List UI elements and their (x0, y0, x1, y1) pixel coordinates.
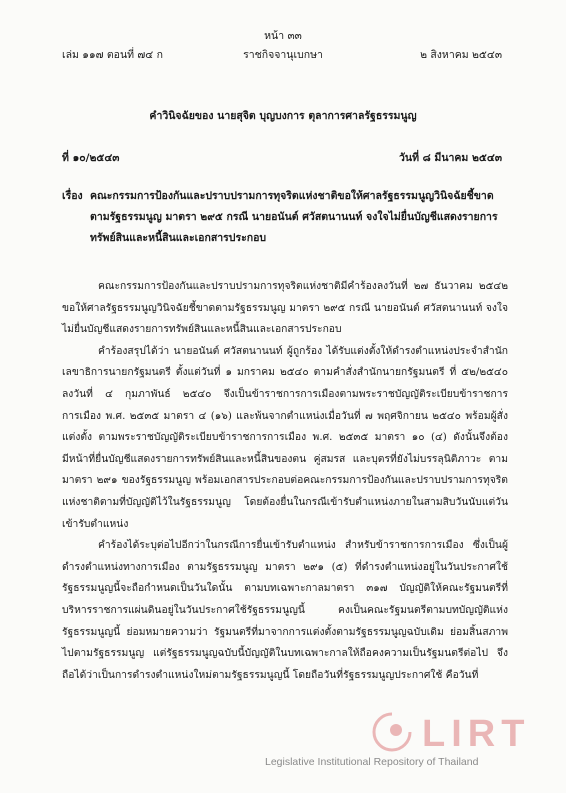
body-text (62, 276, 508, 686)
paragraph-1: คณะกรรมการป้องกันและปราบปรามการทุจริตแห่งชาติมีคำร้องลงวันที่ ๒๗ ธันวาคม ๒๕๔๒ ขอให้ศาลรัฐธรรมนูญวินิจฉัยชี้ขาดตามรัฐธรรมนูญ มาตรา ๒๙๕ กรณี นายอนันต์ ศวัสตนานนท์ จงใจไม่ยื่นบัญชีแสดงรายการทรัพย์สินและหนี้สินและเอกสารประกอบ (62, 280, 508, 336)
gazette-volume: เล่ม ๑๑๗ ตอนที่ ๗๔ ก (62, 49, 163, 61)
subject-text: คณะกรรมการป้องกันและปราบปรามการทุจริตแห่งชาติขอให้ศาลรัฐธรรมนูญวินิจฉัยชี้ขาด ตามรัฐธรรมนูญ มาตรา ๒๙๕ กรณี นายอนันต์ ศวัสตนานนท์ จงใจไม่ยื่นบัญชีแสดงรายการทรัพย์สินและหนี้สินและเอกสารประกอบ (90, 190, 498, 244)
page-number: หน้า ๓๓ (264, 30, 302, 42)
ruling-number: ที่ ๑๐/๒๕๔๓ (62, 152, 120, 164)
repository-caption: Legislative Institutional Repository of Thailand (265, 756, 479, 768)
paragraph-2: คำร้องสรุปได้ว่า นายอนันต์ ศวัสตนานนท์ ผู้ถูกร้อง ได้รับแต่งตั้งให้ดำรงตำแหน่งประจำสำนักเลขาธิการนายกรัฐมนตรี ตั้งแต่วันที่ ๑ มกราคม ๒๕๔๐ ตามคำสั่งสำนักนายกรัฐมนตรี ที่ ๕๒/๒๕๔๐ ลงวันที่ ๔ กุมภาพันธ์ ๒๕๔๐ จึงเป็นข้าราชการการเมืองตามพระราชบัญญัติระเบียบข้าราชการการเมือง พ.ศ. ๒๕๓๕ มาตรา ๔ (๑๖) และพ้นจากตำแหน่งเมื่อวันที่ ๗ พฤศจิกายน ๒๕๔๐ พร้อมผู้สั่งแต่งตั้ง ตามพระราชบัญญัติระเบียบข้าราชการการเมือง พ.ศ. ๒๕๓๕ มาตรา ๑๐ (๔) ดังนั้นจึงต้องมีหน้าที่ยื่นบัญชีแสดงรายการทรัพย์สินและหนี้สินของตน คู่สมรส และบุตรที่ยังไม่บรรลุนิติภาวะ ตามมาตรา ๒๙๑ ของรัฐธรรมนูญ พร้อมเอกสารประกอบต่อคณะกรรมการป้องกันและปราบปรามการทุจริตแห่งชาติตามที่บัญญัติไว้ในรัฐธรรมนูญ โดยต้องยื่นในกรณีเข้ารับตำแหน่งภายในสามสิบวันนับแต่วันเข้ารับตำแหน่ง (62, 344, 508, 530)
logo-wordmark: LIRT (422, 713, 531, 753)
lirt-logo-watermark (372, 708, 547, 753)
document-title: คำวินิจฉัยของ นายสุจิต บุญบงการ ตุลาการศาลรัฐธรรมนูญ (149, 110, 417, 122)
subject-block (62, 186, 512, 249)
subject-label: เรื่อง (62, 190, 83, 202)
paragraph-3: คำร้องได้ระบุต่อไปอีกว่าในกรณีการยื่นเข้ารับตำแหน่ง สำหรับข้าราชการการเมือง ซึ่งเป็นผู้ดำรงตำแหน่งทางการเมือง ตามรัฐธรรมนูญ มาตรา ๒๙๑ (๕) ที่ดำรงตำแหน่งอยู่ในวันประกาศใช้รัฐธรรมนูญนี้จะถือกำหนดเป็นวันใดนั้น ตามบทเฉพาะกาลมาตรา ๓๑๗ บัญญัติให้คณะรัฐมนตรีที่บริหารราชการแผ่นดินอยู่ในวันประกาศใช้รัฐธรรมนูญนี้ คงเป็นคณะรัฐมนตรีตามบทบัญญัติแห่งรัฐธรรมนูญนี้ ย่อมหมายความว่า รัฐมนตรีที่มาจากการแต่งตั้งตามรัฐธรรมนูญฉบับเดิม ย่อมสิ้นสภาพไปตามรัฐธรรมนูญ แต่รัฐธรรมนูญฉบับนี้บัญญัติในบทเฉพาะกาลให้ถือคงความเป็นรัฐมนตรีต่อไป จึงถือได้ว่าเป็นการดำรงตำแหน่งใหม่ตามรัฐธรรมนูญนี้ โดยถือวันที่รัฐธรรมนูญประกาศใช้ คือวันที่ (62, 539, 508, 681)
logo-dot (390, 724, 402, 736)
gazette-date: ๒ สิงหาคม ๒๕๔๓ (420, 49, 502, 61)
gazette-name: ราชกิจจานุเบกษา (243, 49, 323, 61)
ruling-date: วันที่ ๘ มีนาคม ๒๕๔๓ (399, 152, 502, 164)
